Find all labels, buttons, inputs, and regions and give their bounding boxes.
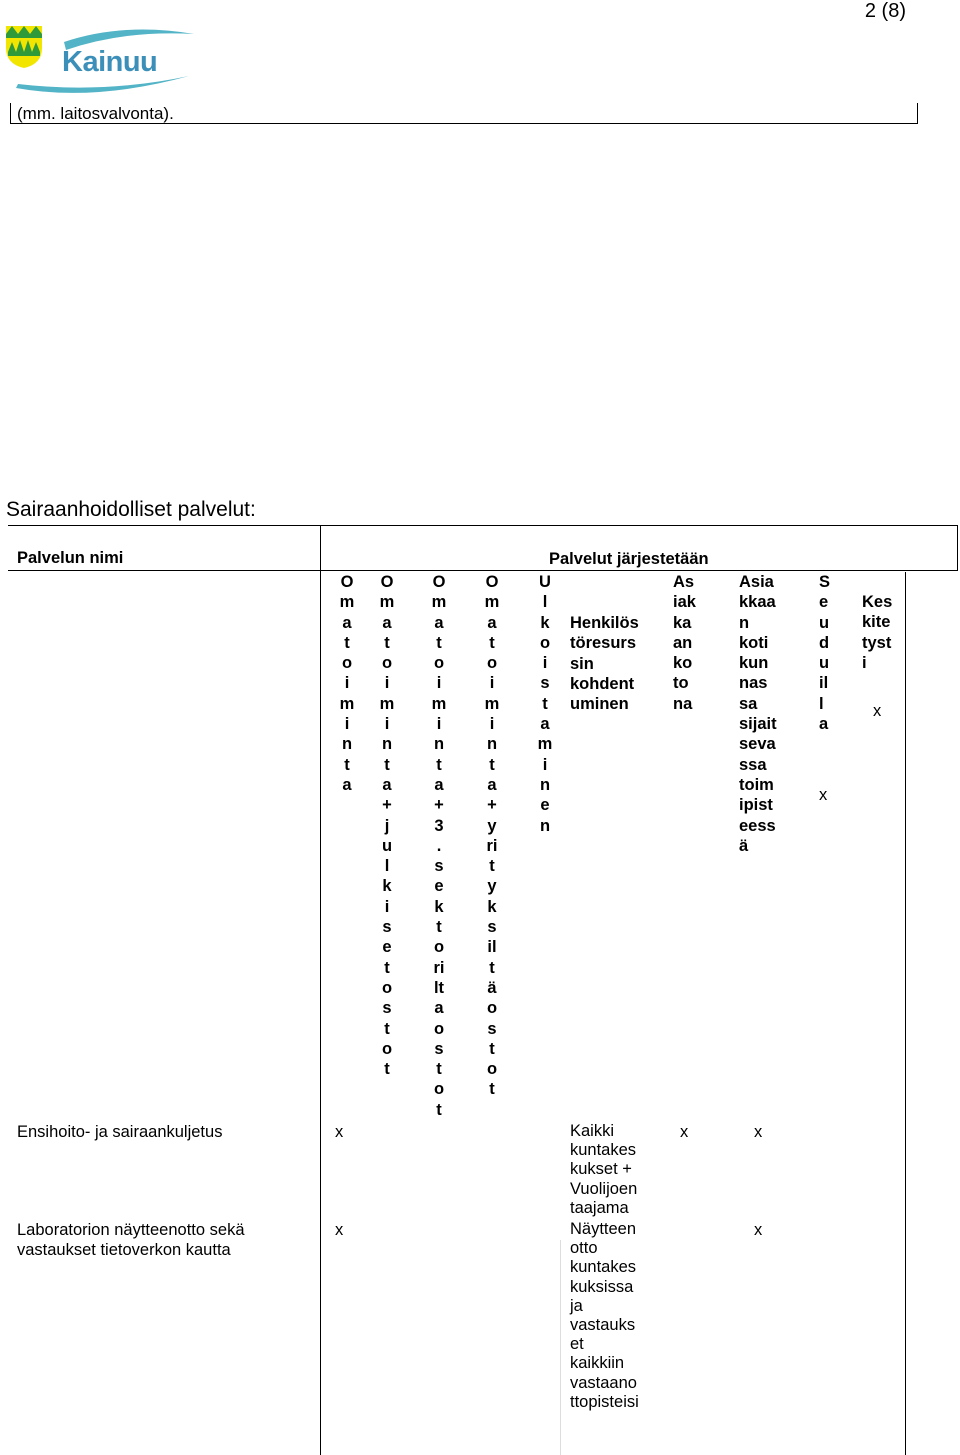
- column-group-header: Palvelut järjestetään: [549, 550, 709, 568]
- continued-text: (mm. laitosvalvonta).: [17, 104, 174, 123]
- header-line: a: [819, 715, 829, 734]
- header-letter: t: [344, 755, 350, 774]
- header-letter: s: [434, 857, 444, 876]
- cell-line: Kaikki: [570, 1122, 615, 1140]
- divider: [10, 103, 11, 124]
- header-letter: +: [382, 796, 392, 815]
- table-border: [560, 1240, 561, 1455]
- header-letter: m: [339, 593, 355, 612]
- header-line: uminen: [570, 695, 629, 714]
- row-mark-omatoiminta: x: [335, 1221, 344, 1239]
- row-service-name: Ensihoito- ja sairaankuljetus: [17, 1123, 223, 1141]
- header-letter: o: [486, 654, 498, 673]
- header-letter: o: [341, 654, 353, 673]
- header-line: Kes: [862, 593, 893, 611]
- header-letter: a: [487, 613, 497, 632]
- header-line: kohdent: [570, 674, 635, 693]
- header-line: S: [819, 573, 831, 591]
- header-letter: t: [489, 633, 495, 652]
- header-line: nas: [739, 674, 768, 693]
- header-letter: a: [382, 775, 392, 794]
- header-letter: t: [489, 958, 495, 977]
- header-letter: t: [384, 755, 390, 774]
- header-letter: t: [489, 755, 495, 774]
- header-letter: t: [436, 1100, 442, 1119]
- header-letter: k: [487, 897, 497, 916]
- header-omatoiminta-julkiset: [376, 572, 398, 1079]
- header-letter: a: [434, 775, 444, 794]
- header-letter: ä: [487, 978, 497, 997]
- header-letter: i: [384, 715, 390, 734]
- header-line: u: [819, 613, 830, 632]
- header-henkilostoresurssin-kohdentuminen: [570, 613, 639, 714]
- header-mark-keskitetysti: x: [873, 702, 882, 720]
- header-letter: k: [540, 613, 550, 632]
- header-letter: a: [487, 775, 497, 794]
- row-mark-omatoiminta: x: [335, 1123, 344, 1141]
- header-ulkoistaminen: [534, 572, 556, 836]
- header-letter: il: [487, 938, 497, 957]
- cell-line: ja: [570, 1296, 583, 1315]
- header-letter: m: [484, 694, 500, 713]
- header-letter: i: [384, 897, 390, 916]
- header-letter: m: [484, 593, 500, 612]
- header-letter: t: [436, 918, 442, 937]
- header-line: toim: [739, 775, 774, 794]
- table-border: [8, 525, 958, 526]
- header-line: i: [862, 653, 867, 672]
- row-mark-asiakkaan-kotona: x: [680, 1123, 689, 1141]
- header-letter: s: [382, 999, 392, 1018]
- header-letter: t: [384, 633, 390, 652]
- header-letter: a: [434, 999, 444, 1018]
- header-line: an: [673, 633, 693, 652]
- header-line: As: [673, 573, 695, 591]
- divider: [917, 103, 918, 124]
- logo-text: Kainuu: [62, 46, 158, 78]
- header-line: sa: [739, 694, 758, 713]
- header-omatoiminta-yritykset: [481, 572, 503, 1100]
- header-letter: n: [539, 775, 551, 794]
- header-line: il: [819, 674, 829, 693]
- header-letter: a: [342, 775, 352, 794]
- header-keskitetysti: [862, 592, 892, 673]
- column-header-service-name: Palvelun nimi: [17, 549, 124, 567]
- header-letter: t: [344, 633, 350, 652]
- header-mark-seudulla: x: [819, 786, 828, 804]
- header-seudulla: [819, 572, 830, 734]
- header-letter: i: [384, 674, 390, 693]
- header-line: Asia: [739, 573, 774, 591]
- header-letter: o: [539, 633, 551, 652]
- header-letter: a: [434, 613, 444, 632]
- header-line: ssa: [739, 755, 767, 774]
- cell-line: Näytteen: [570, 1220, 637, 1238]
- header-letter: m: [537, 735, 553, 754]
- header-letter: n: [486, 735, 498, 754]
- header-letter: t: [542, 694, 548, 713]
- header-letter: s: [487, 918, 497, 937]
- header-letter: l: [384, 857, 390, 876]
- header-letter: t: [489, 1039, 495, 1058]
- header-letter: i: [489, 715, 495, 734]
- header-line: iak: [673, 593, 696, 612]
- row-henkilosto: [570, 1220, 639, 1412]
- header-line: tyst: [862, 633, 892, 652]
- table-border: [320, 525, 321, 1455]
- header-line: Henkilös: [570, 614, 639, 632]
- header-letter: u: [381, 836, 393, 855]
- header-letter: l: [542, 593, 548, 612]
- header-letter: o: [433, 938, 445, 957]
- row-mark-kotikunnassa: x: [754, 1123, 763, 1141]
- cell-line: vastaukset tietoverkon kautta: [17, 1241, 231, 1260]
- header-letter: m: [339, 694, 355, 713]
- header-letter: n: [341, 735, 353, 754]
- header-letter: a: [342, 613, 352, 632]
- header-letter: .: [436, 836, 442, 855]
- header-letter: t: [489, 1080, 495, 1099]
- header-asiakkaan-kotikunnassa: [739, 572, 777, 856]
- header-line: ka: [673, 613, 692, 632]
- header-letter: s: [540, 674, 550, 693]
- header-line: ko: [673, 654, 693, 673]
- cell-line: et: [570, 1335, 584, 1354]
- header-letter: o: [486, 999, 498, 1018]
- header-letter: i: [489, 674, 495, 693]
- row-service-name: [17, 1220, 245, 1261]
- header-letter: lt: [433, 978, 445, 997]
- header-letter: m: [431, 593, 447, 612]
- header-letter: ri: [433, 958, 445, 977]
- header-letter: n: [433, 735, 445, 754]
- header-asiakkaan-kotona: [673, 572, 696, 714]
- header-letter: k: [382, 877, 392, 896]
- header-letter: +: [434, 796, 444, 815]
- header-letter: s: [382, 918, 392, 937]
- header-line: n: [739, 613, 750, 632]
- header-letter: t: [384, 1060, 390, 1079]
- header-line: kun: [739, 654, 769, 673]
- header-letter: t: [436, 633, 442, 652]
- header-line: sijait: [739, 715, 777, 734]
- header-letter: k: [434, 897, 444, 916]
- header-letter: o: [433, 1080, 445, 1099]
- cell-line: kukset +: [570, 1160, 632, 1179]
- header-letter: t: [384, 1019, 390, 1038]
- header-letter: O: [485, 573, 499, 591]
- header-line: sin: [570, 654, 594, 673]
- header-letter: 3: [434, 816, 444, 835]
- header-letter: o: [486, 1060, 498, 1079]
- header-line: e: [819, 593, 829, 612]
- header-letter: O: [380, 573, 394, 591]
- header-line: kkaa: [739, 593, 776, 612]
- row-mark-kotikunnassa: x: [754, 1221, 763, 1239]
- header-letter: t: [436, 1060, 442, 1079]
- cell-line: kuntakes: [570, 1258, 637, 1277]
- kainuu-logo: [4, 22, 199, 98]
- table-border: [957, 525, 958, 571]
- header-letter: i: [542, 654, 548, 673]
- header-line: kite: [862, 613, 891, 632]
- header-letter: m: [379, 694, 395, 713]
- header-line: u: [819, 654, 830, 673]
- header-letter: i: [344, 674, 350, 693]
- header-letter: n: [539, 816, 551, 835]
- cell-line: Vuolijoen: [570, 1179, 638, 1198]
- header-letter: O: [432, 573, 446, 591]
- header-omatoiminta-3-sektori: [428, 572, 450, 1120]
- header-letter: ri: [486, 836, 498, 855]
- cell-line: kaikkiin: [570, 1354, 625, 1373]
- header-letter: y: [487, 816, 497, 835]
- header-letter: a: [540, 715, 550, 734]
- cell-line: kuntakes: [570, 1141, 637, 1160]
- header-letter: i: [436, 715, 442, 734]
- section-title: Sairaanhoidolliset palvelut:: [6, 498, 256, 521]
- header-letter: t: [436, 755, 442, 774]
- header-line: koti: [739, 633, 769, 652]
- cell-line: vastaano: [570, 1373, 637, 1392]
- header-letter: o: [433, 654, 445, 673]
- header-line: ipist: [739, 796, 773, 815]
- header-letter: m: [431, 694, 447, 713]
- header-letter: i: [344, 715, 350, 734]
- header-letter: o: [381, 654, 393, 673]
- header-letter: +: [487, 796, 497, 815]
- header-letter: j: [384, 816, 390, 835]
- header-letter: e: [382, 938, 392, 957]
- page-number: 2 (8): [864, 0, 906, 22]
- header-letter: n: [381, 735, 393, 754]
- header-letter: o: [381, 1039, 393, 1058]
- header-letter: i: [436, 674, 442, 693]
- header-letter: t: [384, 958, 390, 977]
- table-border: [8, 570, 958, 571]
- header-letter: m: [379, 593, 395, 612]
- header-line: eess: [739, 816, 776, 835]
- header-letter: o: [433, 1019, 445, 1038]
- cell-line: otto: [570, 1239, 598, 1258]
- cell-line: taajama: [570, 1198, 629, 1217]
- header-line: to: [673, 674, 689, 693]
- header-letter: s: [434, 1039, 444, 1058]
- header-letter: s: [487, 1019, 497, 1038]
- header-letter: O: [340, 573, 354, 591]
- header-letter: i: [542, 755, 548, 774]
- header-letter: a: [382, 613, 392, 632]
- cell-line: ttopisteisi: [570, 1392, 639, 1411]
- cell-line: Laboratorion näytteenotto sekä: [17, 1221, 245, 1239]
- row-henkilosto: [570, 1122, 637, 1218]
- header-line: ä: [739, 836, 749, 855]
- cell-line: kuksissa: [570, 1277, 634, 1296]
- header-line: d: [819, 633, 830, 652]
- header-line: na: [673, 694, 693, 713]
- header-omatoiminta: [336, 572, 358, 795]
- table-border: [905, 572, 906, 1455]
- header-letter: e: [540, 796, 550, 815]
- cell-line: vastauks: [570, 1316, 636, 1335]
- header-letter: U: [539, 573, 551, 591]
- header-letter: y: [487, 877, 497, 896]
- header-line: seva: [739, 735, 776, 754]
- header-letter: t: [489, 857, 495, 876]
- header-letter: o: [381, 978, 393, 997]
- header-line: töresurs: [570, 634, 637, 653]
- header-letter: e: [434, 877, 444, 896]
- header-line: l: [819, 694, 824, 713]
